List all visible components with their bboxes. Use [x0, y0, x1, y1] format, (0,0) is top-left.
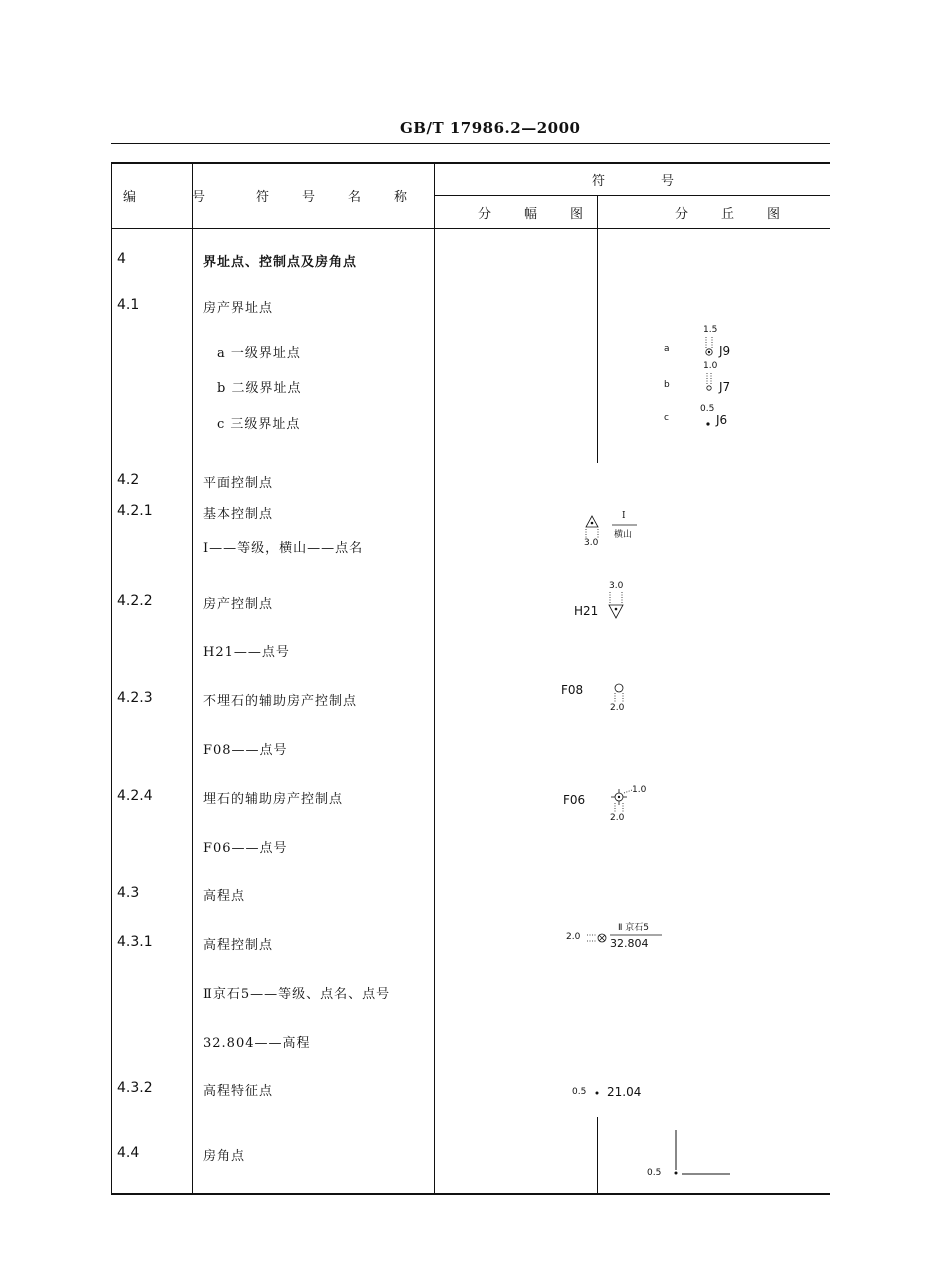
elevation-control-dim: 2.0: [566, 932, 581, 942]
boundary-a-label: J9: [719, 344, 731, 358]
aux-unburied-label: F08: [561, 683, 584, 697]
row-name: 埋石的辅助房产控制点: [203, 792, 344, 807]
basic-control-triangle-icon: [586, 516, 598, 527]
col-symbol-header: 符 号: [592, 174, 685, 189]
aux-unburied-dim: 2.0: [610, 703, 625, 713]
row-number: 4.3: [117, 885, 140, 901]
aux-buried-label: F06: [563, 793, 586, 807]
aux-unburied-circle-icon: [615, 684, 623, 692]
boundary-b-dim: 1.0: [703, 361, 718, 371]
row-number: 4.2.2: [117, 593, 153, 609]
basic-control-dim: 3.0: [584, 538, 599, 548]
row-number: 4.4: [117, 1145, 140, 1161]
row-name: 平面控制点: [203, 476, 274, 491]
row-name: H21——点号: [203, 645, 290, 660]
dim-line: [624, 790, 632, 793]
row-name: 不埋石的辅助房产控制点: [203, 694, 358, 709]
row-number: 4.3.1: [117, 934, 153, 950]
aux-buried-dot-icon: [618, 796, 620, 798]
row-name: 房产控制点: [203, 597, 274, 612]
standard-code: GB/T 17986.2—2000: [400, 119, 581, 137]
boundary-a-dim: 1.5: [703, 325, 718, 335]
row-number: 4.1: [117, 297, 140, 313]
house-control-dim: 3.0: [609, 581, 624, 591]
house-control-label: H21: [574, 604, 599, 618]
row-name: 32.804——高程: [203, 1036, 311, 1051]
boundary-c-dot-icon: [707, 423, 709, 425]
row-name: c 三级界址点: [217, 417, 301, 432]
boundary-b-letter: b: [664, 380, 670, 390]
row-name: 高程点: [203, 889, 246, 904]
col-parcel-header: 分 丘 图: [675, 207, 791, 222]
col-name-header: 符 号 名 称: [256, 190, 418, 205]
boundary-c-label: J6: [716, 413, 728, 427]
row-name: 高程控制点: [203, 938, 274, 953]
row-name: Ⅰ——等级，横山——点名: [203, 541, 364, 556]
boundary-a-dot-icon: [708, 351, 710, 353]
basic-control-dot-icon: [591, 522, 593, 524]
boundary-c-letter: c: [664, 413, 669, 423]
house-corner-dot-icon: [675, 1172, 677, 1174]
boundary-c-dim: 0.5: [700, 404, 715, 414]
row-number: 4.2: [117, 472, 140, 488]
elevation-feature-dim: 0.5: [572, 1087, 587, 1097]
row-name: 高程特征点: [203, 1084, 274, 1099]
row-name: 界址点、控制点及房角点: [203, 255, 358, 270]
row-number: 4: [117, 251, 126, 267]
col-number-header: 编 号: [123, 190, 216, 205]
boundary-b-circle-icon: [707, 386, 711, 390]
row-name: b 二级界址点: [217, 381, 302, 396]
row-name: F08——点号: [203, 743, 288, 758]
row-number: 4.3.2: [117, 1080, 153, 1096]
row-name: 房角点: [203, 1149, 246, 1164]
elevation-feature-value: 21.04: [607, 1085, 642, 1099]
elevation-feature-dot-icon: [596, 1092, 598, 1094]
row-name: a 一级界址点: [217, 346, 301, 361]
basic-control-name: 横山: [614, 530, 633, 540]
elevation-control-upper: Ⅱ 京石5: [618, 923, 650, 933]
boundary-a-letter: a: [664, 344, 670, 354]
row-number: 4.2.1: [117, 503, 153, 519]
row-name: F06——点号: [203, 841, 288, 856]
aux-buried-dim: 2.0: [610, 813, 625, 823]
row-number: 4.2.4: [117, 788, 153, 804]
boundary-b-label: J7: [719, 380, 731, 394]
row-number: 4.2.3: [117, 690, 153, 706]
house-control-dot-icon: [615, 608, 617, 610]
row-name: 基本控制点: [203, 507, 274, 522]
elevation-control-value: 32.804: [610, 937, 649, 950]
basic-control-grade: I: [622, 511, 626, 521]
col-sheet-header: 分 幅 图: [478, 207, 594, 222]
house-corner-dim: 0.5: [647, 1168, 662, 1178]
house-control-triangle-icon: [609, 605, 623, 618]
row-name: Ⅱ京石5——等级、点名、点号: [203, 987, 391, 1002]
aux-buried-inner-dim: 1.0: [632, 785, 647, 795]
row-name: 房产界址点: [203, 301, 274, 316]
